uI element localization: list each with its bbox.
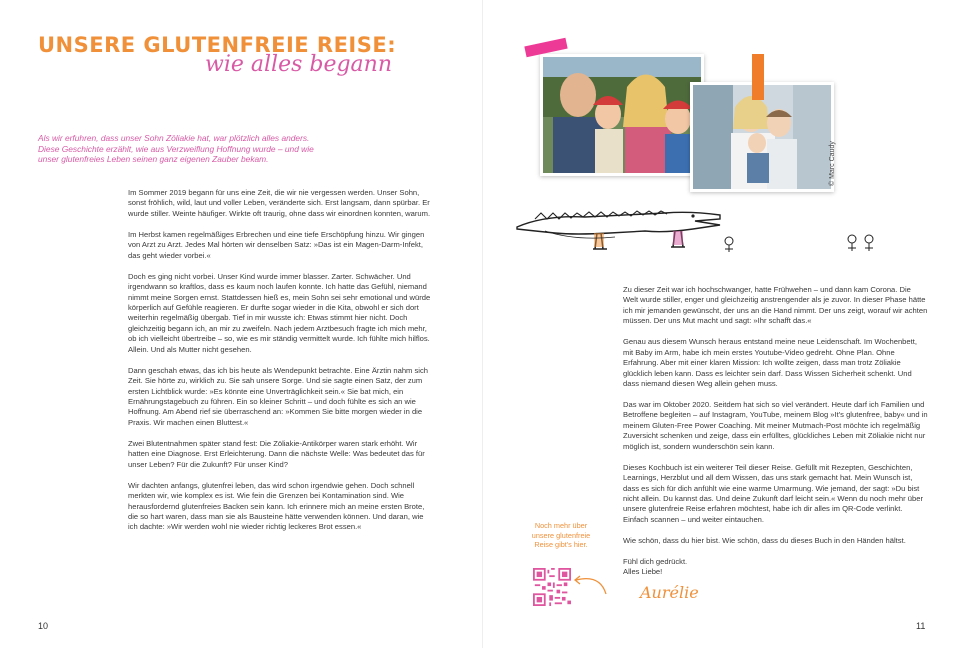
lead-paragraph bbox=[38, 133, 383, 165]
page-number-left: 10 bbox=[38, 621, 49, 631]
body-paragraph: Doch es ging nicht vorbei. Unser Kind wurde immer blasser. Zarter. Schwächer. Und irgendwann so kraftlos, dass es kaum noch laufen konnte. Ich hatte das Gefühl, niemand nimmt meine Sorgen ernst. Stattdessen hieß es, mein Sohn sei sehr emotional und würde körperlich auf Gefühle reagieren. Er durfte sogar wieder in die Kita, obwohl er sich dort weiterhin regelmäßig übergab. Tief in mir wusste ich: Etwas stimmt hier nicht. Doch gleichzeitig begann ich, an mir zu zweifeln. Nach jedem Arztbesuch fragte ich mich mehr, ob ich vielleicht übertreibe – so, wie es mir ständig vermittelt wurde. Ich fühlte mich hilflos. Allein. Und als Mutter nicht gesehen. bbox=[128, 271, 431, 354]
photo-credit: © Marc Caudy bbox=[829, 141, 836, 186]
author-signature: Aurélie bbox=[640, 583, 699, 602]
page-number-right: 11 bbox=[916, 621, 926, 631]
lead-line: Als wir erfuhren, dass unser Sohn Zöliakie hat, war plötzlich alles anders. bbox=[38, 133, 310, 143]
body-paragraph: Genau aus diesem Wunsch heraus entstand meine neue Leidenschaft. Im Wochenbett, mit Baby im Arm, habe ich mein erstes Youtube-Video gedreht. Ohne Plan. Ohne Erfahrung. Aber mit einer klaren Mission: Ich wollte zeigen, dass man trotz Zöliakie glücklich leben kann. Dass es leichter sein darf. Dass Wissen Sicherheit schenkt. Und dass niemand diesen Weg allein gehen muss. bbox=[623, 337, 917, 389]
body-paragraph: Wie schön, dass du hier bist. Wie schön, dass du dieses Buch in den Händen hältst. bbox=[623, 535, 906, 545]
curved-arrow-icon bbox=[570, 570, 608, 596]
body-paragraph: Wir dachten anfangs, glutenfrei leben, das wird schon irgendwie gehen. Doch schnell merkten wir, wie komplex es ist. Wie fein die Grenzen bei Kontamination sind. Wie herausfordernd glutenfreies Backen sein kann. Ich erinnere mich an meine ersten Brote, die so hart waren, dass man sie als Bausteine hätte verwenden können. Und daran, wie ich dachte: »Wir werden wohl nie wieder richtig leckeres Brot essen.« bbox=[128, 480, 425, 532]
body-paragraph: Das war im Oktober 2020. Seitdem hat sich so viel verändert. Heute darf ich Familien und Betroffene begleiten – auf Instagram, YouTube, meinem Blog »It's glutenfree, baby« und in meinem Gluten-Free Power Coaching. Mit meiner Mutmach-Post möchte ich regelmäßig Zuversicht schenken und zeige, dass ein erfülltes, glückliches Leben mit Zöliakie nicht nur möglich ist, sondern wunderschön sein kann. bbox=[623, 399, 928, 451]
right-text-column bbox=[623, 285, 928, 578]
body-paragraph: Zu dieser Zeit war ich hochschwanger, hatte Frühwehen – und dann kam Corona. Die Welt wurde stiller, enger und gleichzeitig anstrengender als je zuvor. In dieser Phase hätte ich mir jemanden gewünscht, der uns an die Hand nimmt. Der uns zeigt, worauf wir achten müssen. Der uns Mut macht und sagt: »Ihr schafft das.« bbox=[623, 285, 928, 326]
body-paragraph: Zwei Blutentnahmen später stand fest: Die Zöliakie-Antikörper waren stark erhöht. Wir hatten eine Diagnose. Erst Erleichterung. Dann die nächste Welle: Was bedeutet das für unser Leben? Für die Zukunft? Für unser Kind? bbox=[128, 438, 425, 469]
crocodile-doodle-icon bbox=[515, 207, 725, 257]
family-selfie-photo bbox=[540, 54, 704, 176]
page-title: UNSERE GLUTENFREIE REISE: bbox=[38, 33, 397, 57]
page-gutter bbox=[482, 0, 483, 648]
page-subtitle: wie alles begann bbox=[205, 52, 393, 77]
flowers-doodle-icon bbox=[844, 234, 878, 252]
body-paragraph: Dann geschah etwas, das ich bis heute als Wendepunkt betrachte. Eine Ärztin nahm sich Zeit. Sie hörte zu, wirklich zu. Sie sah unsere Sorge. Und sie sagte einen Satz, der zum ersten Lichtblick wurde: »Es könnte eine Unverträglichkeit sein.« Sie bat mich, ein Ernährungstagebuch zu führen. Ein so kleiner Schritt – und doch fühlte es sich an wie Hoffnung. Am Abend rief sie überraschend an: »Kommen Sie bitte morgen wieder in die Praxis. Wir machen einen Bluttest.« bbox=[128, 365, 428, 427]
body-paragraph: Im Sommer 2019 begann für uns eine Zeit, die wir nie vergessen werden. Unser Sohn, sonst fröhlich, wild, laut und voller Leben, veränderte sich. Erst langsam, dann spürbar. Er wurde stiller. Weinte häufiger. Wirkte oft traurig, ohne dass wir einordnen konnten, warum. bbox=[128, 188, 431, 218]
lead-line: Diese Geschichte erzählt, wie aus Verzweiflung Hoffnung wurde – und wie bbox=[38, 143, 314, 154]
orange-tape-decoration bbox=[752, 54, 764, 100]
qr-code-icon[interactable] bbox=[533, 568, 571, 606]
qr-note-line: unsere glutenfreie bbox=[531, 530, 591, 540]
qr-note-line: Noch mehr über bbox=[534, 521, 588, 530]
body-paragraph: Im Herbst kamen regelmäßiges Erbrechen und eine tiefe Erschöpfung hinzu. Wir gingen von Arzt zu Arzt. Jedes Mal hörten wir denselben Satz: »Das ist ein Magen-Darm-Infekt, das geht wieder vorbei.« bbox=[128, 229, 425, 260]
flower-doodle-icon bbox=[722, 236, 736, 252]
closing-line: Fühl dich gedrückt. bbox=[623, 556, 688, 566]
closing-line: Alles Liebe! bbox=[623, 567, 663, 577]
qr-note-line: Reise gibt's hier. bbox=[534, 540, 588, 550]
left-text-column bbox=[128, 188, 433, 543]
qr-code-note bbox=[522, 521, 600, 550]
body-paragraph: Dieses Kochbuch ist ein weiterer Teil dieser Reise. Gefüllt mit Rezepten, Geschichten, Learnings, Herzblut und all dem Wissen, das uns stark gemacht hat. Mein Wunsch ist, dass es sich für dich anfühlt wie eine warme Umarmung. Wie jemand, der sagt: »Du bist nicht allein. Du kannst das. Und deine Zukunft darf leicht sein.« Wenn du noch mehr über unsere glutenfreie Reise erfahren möchtest, habe ich dir alles im QR-Code verlinkt. Einfach scannen – und weiter eintauchen. bbox=[623, 462, 923, 524]
lead-line: unser glutenfreies Leben seinen ganz eigenen Zauber bekam. bbox=[38, 154, 269, 165]
